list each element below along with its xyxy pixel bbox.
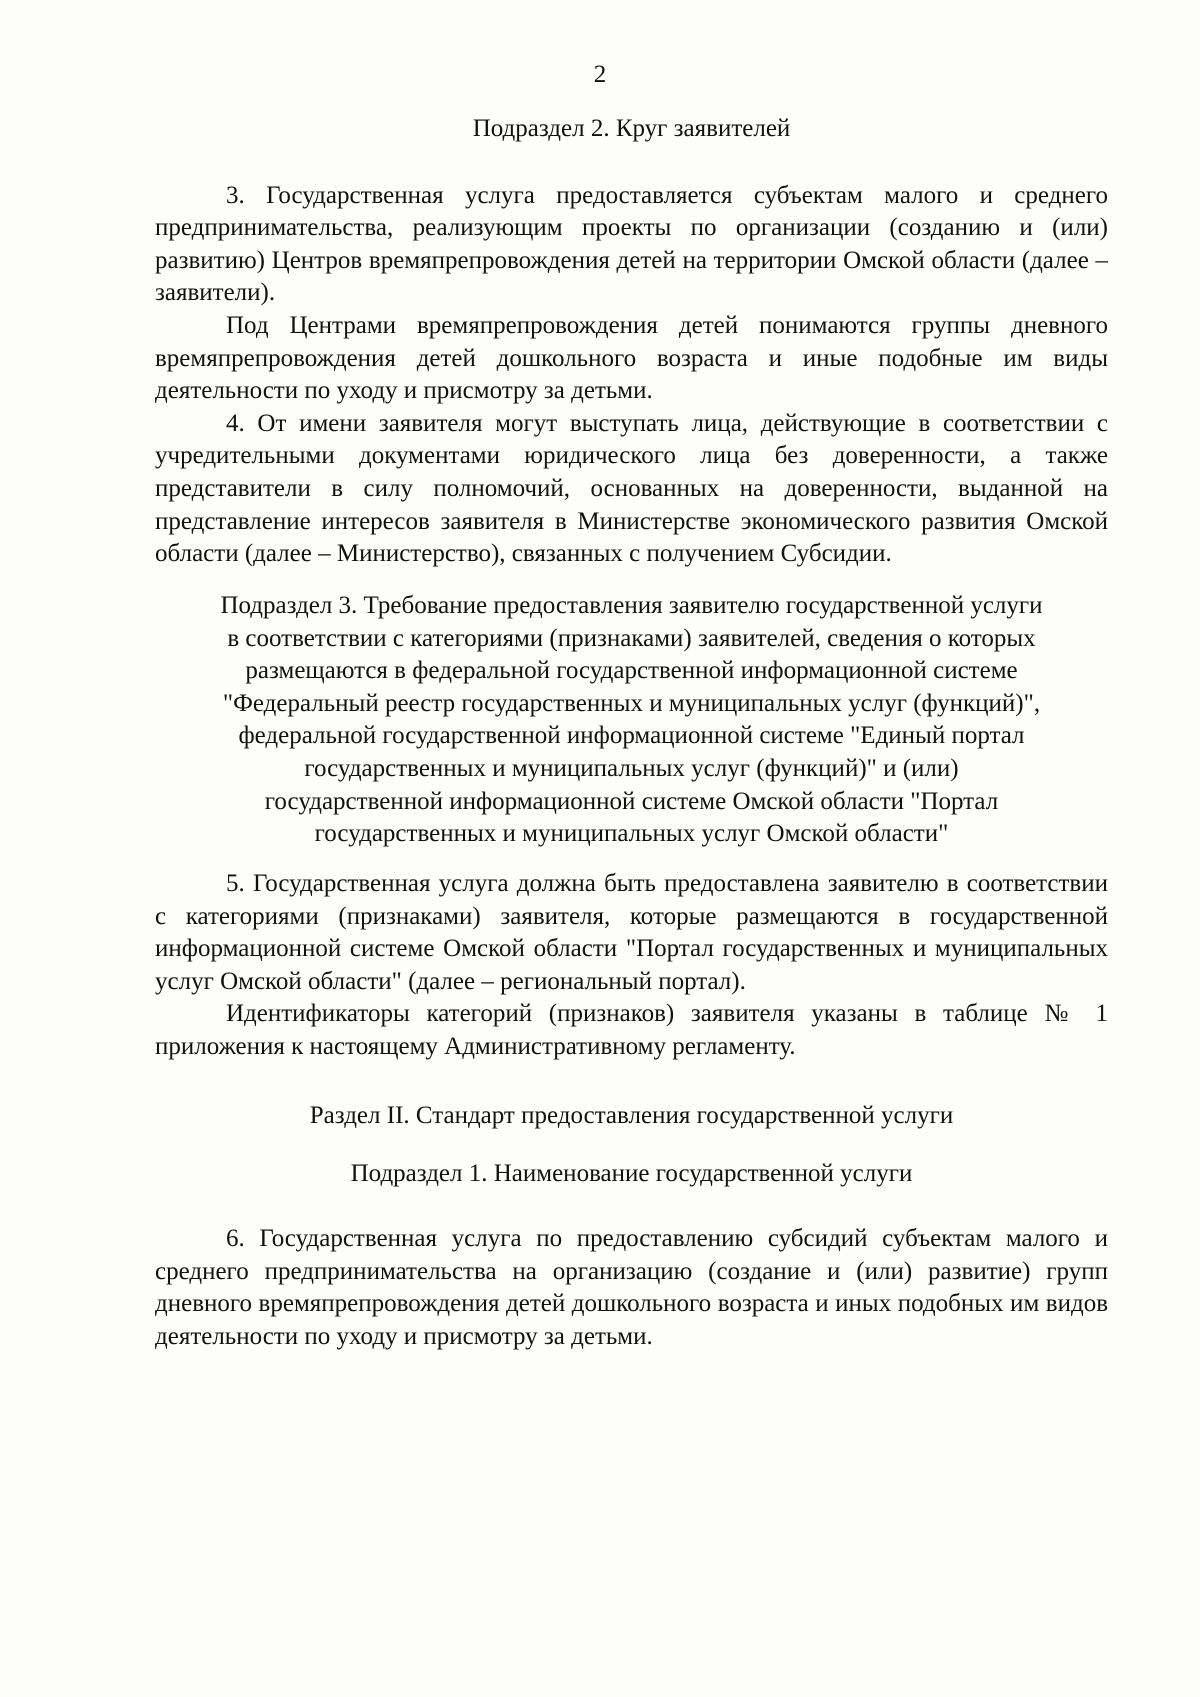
paragraph-4: 4. От имени заявителя могут выступать лица, действующие в соответствии с учредительными документами юридического лица без доверенности, а также представители в силу полномочий, основанных на доверенности, выданной на представление интересов заявителя в Министерстве экономического развития Омской области (далее – Министерство), связанных с получением Субсидии. xyxy=(155,409,1108,568)
paragraph-identifiers: Идентификаторы категорий (признаков) заявителя указаны в таблице № 1 приложения к настоящему Административному регламенту. xyxy=(155,1000,1108,1060)
subsection-3-heading xyxy=(155,590,1108,851)
paragraph-6: 6. Государственная услуга по предоставлению субсидий субъектам малого и среднего предпринимательства на организацию (создание и (или) развитие) групп дневного времяпрепровождения детей дошкольного возраста и иных подобных им видов деятельности по уходу и присмотру за детьми. xyxy=(155,1225,1108,1350)
section-2-subsection-1-heading: Подраздел 1. Наименование государственной услуги xyxy=(350,1160,913,1187)
subsection-3-heading-line: государственных и муниципальных услуг Омской области" xyxy=(314,820,949,848)
subsection-3-heading-line: Подраздел 3. Требование предоставления заявителю государственной услуги xyxy=(220,592,1043,619)
subsection-3-body xyxy=(155,868,1108,1064)
subsection-3-heading-line: федеральной государственной информационной системе "Единый портал xyxy=(238,722,1025,750)
paragraph-5: 5. Государственная услуга должна быть предоставлена заявителю в соответствии с категориями (признаками) заявителя, которые размещаются в государственной информационной системе Омской области "Портал государственных и муниципальных услуг Омской области" (далее – региональный портал). xyxy=(155,870,1108,995)
subsection-3-heading-line: государственной информационной системе Омской области "Портал xyxy=(264,787,999,815)
subsection-3-heading-line: в соответствии с категориями (признаками) заявителей, сведения о которых xyxy=(227,624,1036,652)
section-2-body xyxy=(155,1223,1108,1353)
subsection-2 xyxy=(155,113,1108,571)
paragraph-3: 3. Государственная услуга предоставляется субъектам малого и среднего предпринимательства, реализующим проекты по организации (созданию и (или) развитию) Центров времяпрепровождения детей на территории Омской области (далее – заявители). xyxy=(155,181,1108,307)
subsection-3-heading-line: "Федеральный реестр государственных и муниципальных услуг (функций)", xyxy=(222,689,1041,717)
subsection-3-heading-line: размещаются в федеральной государственной информационной системе xyxy=(245,657,1018,685)
page-number: 2 xyxy=(593,61,607,88)
subsection-3-heading-line: государственных и муниципальных услуг (функций)" и (или) xyxy=(304,754,959,782)
subsection-2-heading: Подраздел 2. Круг заявителей xyxy=(472,115,791,142)
section-2-heading: Раздел II. Стандарт предоставления государственной услуги xyxy=(309,1102,954,1129)
paragraph-centers-definition: Под Центрами времяпрепровождения детей понимаются группы дневного времяпрепровождения детей дошкольного возраста и иные подобные им виды деятельности по уходу и присмотру за детьми. xyxy=(155,311,1108,405)
